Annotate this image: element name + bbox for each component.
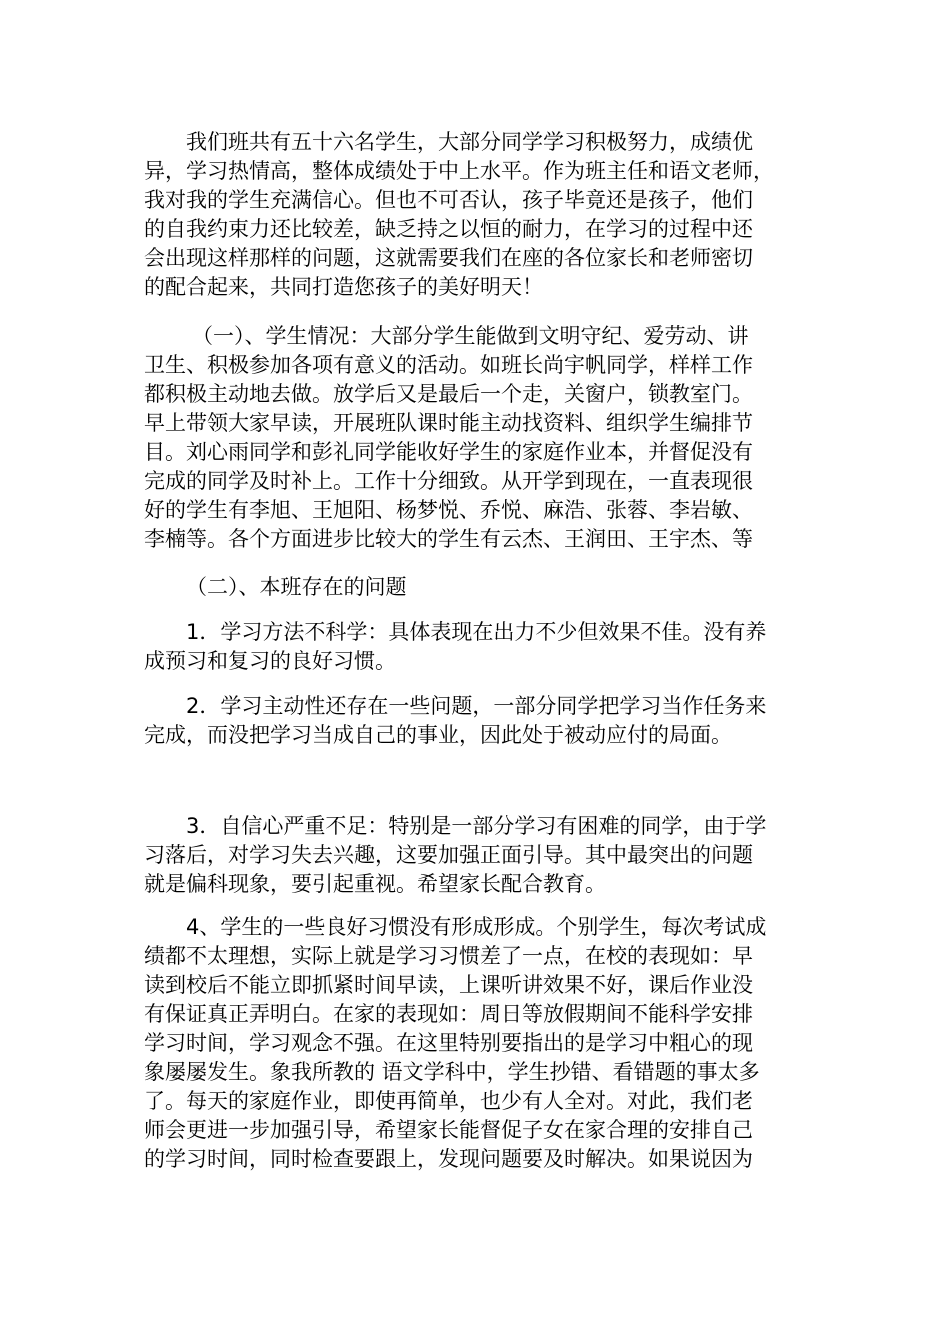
- text-line: 我们班共有五十六名学生，大部分同学学习积极努力，成绩优: [186, 130, 753, 154]
- paragraph-problem-3: [144, 812, 810, 899]
- paragraph-problem-1: [144, 618, 810, 676]
- text-line: （二）、本班存在的问题: [186, 575, 407, 599]
- text-line: 早上带领大家早读，开展班队课时能主动找资料、组织学生编排节: [144, 411, 753, 435]
- text-line: 师会更进一步加强引导，希望家长能督促子女在家合理的安排自己: [144, 1118, 753, 1142]
- text-line: 了。每天的家庭作业，即使再简单，也少有人全对。对此，我们老: [144, 1089, 753, 1113]
- text-line: 卫生、积极参加各项有意义的活动。如班长尚宇帆同学，样样工作: [144, 353, 753, 377]
- text-line: 的自我约束力还比较差，缺乏持之以恒的耐力，在学习的过程中还: [144, 217, 753, 241]
- text-line: 的配合起来，共同打造您孩子的美好明天！: [144, 275, 543, 299]
- text-line: 1．学习方法不科学：具体表现在出力不少但效果不佳。没有养: [186, 620, 767, 644]
- text-line: 象屡屡发生。象我所教的 语文学科中，学生抄错、看错题的事太多: [144, 1060, 760, 1084]
- text-line: 学习时间，学习观念不强。在这里特别要指出的是学习中粗心的现: [144, 1031, 753, 1055]
- paragraph-problem-2: [144, 692, 810, 750]
- text-line: 会出现这样那样的问题，这就需要我们在座的各位家长和老师密切: [144, 246, 753, 270]
- text-line: 我对我的学生充满信心。但也不可否认，孩子毕竟还是孩子，他们: [144, 188, 753, 212]
- text-line: 习落后，对学习失去兴趣，这要加强正面引导。其中最突出的问题: [144, 843, 753, 867]
- text-line: 绩都不太理想，实际上就是学习习惯差了一点，在校的表现如：早: [144, 944, 753, 968]
- text-line: 都积极主动地去做。放学后又是最后一个走，关窗户，锁教室门。: [144, 382, 753, 406]
- text-line: 好的学生有李旭、王旭阳、杨梦悦、乔悦、麻浩、张蓉、李岩敏、: [144, 498, 753, 522]
- text-line: 2．学习主动性还存在一些问题，一部分同学把学习当作任务来: [186, 694, 767, 718]
- text-line: 成预习和复习的良好习惯。: [144, 649, 396, 673]
- text-line: 异，学习热情高，整体成绩处于中上水平。作为班主任和语文老师，: [144, 159, 774, 183]
- text-line: （一）、学生情况：大部分学生能做到文明守纪、爱劳动、讲: [192, 324, 749, 348]
- text-line: 3．自信心严重不足：特别是一部分学习有困难的同学，由于学: [186, 814, 767, 838]
- paragraph-problem-4: [144, 913, 810, 1174]
- paragraph-intro: [144, 128, 810, 302]
- section-heading-problems: [144, 573, 810, 602]
- text-line: 4、学生的一些良好习惯没有形成形成。个别学生，每次考试成: [186, 915, 767, 939]
- paragraph-student-situation: [144, 322, 810, 554]
- text-line: 完成的同学及时补上。工作十分细致。从开学到现在，一直表现很: [144, 469, 753, 493]
- text-line: 的学习时间，同时检查要跟上，发现问题要及时解决。如果说因为: [144, 1147, 753, 1171]
- text-line: 就是偏科现象，要引起重视。希望家长配合教育。: [144, 872, 606, 896]
- text-line: 李楠等。各个方面进步比较大的学生有云杰、王润田、王宇杰、等: [144, 527, 753, 551]
- text-line: 目。刘心雨同学和彭礼同学能收好学生的家庭作业本，并督促没有: [144, 440, 753, 464]
- text-line: 有保证真正弄明白。在家的表现如：周日等放假期间不能科学安排: [144, 1002, 753, 1026]
- text-line: 完成，而没把学习当成自己的事业，因此处于被动应付的局面。: [144, 723, 732, 747]
- text-line: 读到校后不能立即抓紧时间早读，上课听讲效果不好，课后作业没: [144, 973, 753, 997]
